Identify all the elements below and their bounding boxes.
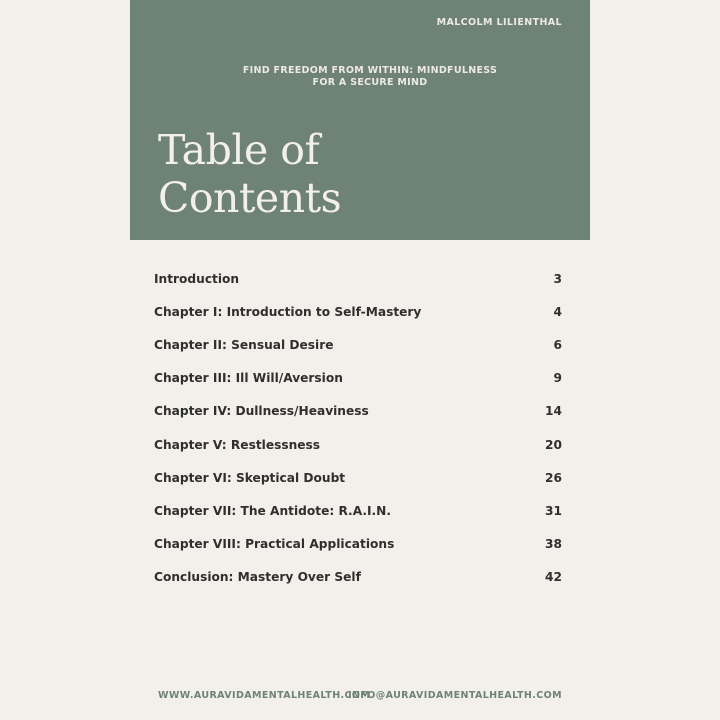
toc-entry-page: 26 <box>545 470 562 485</box>
toc-entry[interactable] <box>154 561 562 594</box>
book-subtitle: FIND FREEDOM FROM WITHIN: MINDFULNESS FOR A SECURE MIND <box>242 65 498 88</box>
toc-entry[interactable] <box>154 395 562 428</box>
toc-entry-page: 20 <box>545 437 562 452</box>
toc-entry-page: 6 <box>553 337 562 352</box>
toc-entry-title: Chapter I: Introduction to Self-Mastery <box>154 304 422 319</box>
toc-entry-page: 31 <box>545 503 562 518</box>
toc-entry[interactable] <box>154 362 562 395</box>
toc-entry-title: Chapter V: Restlessness <box>154 437 321 452</box>
toc-entry-title: Conclusion: Mastery Over Self <box>154 570 361 585</box>
email-link[interactable]: INFO@AURAVIDAMENTALHEALTH.COM <box>348 690 562 701</box>
toc-entry-page: 42 <box>545 570 562 585</box>
author-name: MALCOLM LILIENTHAL <box>436 17 562 28</box>
page-title <box>158 126 341 222</box>
toc-entry-page: 3 <box>553 271 562 286</box>
title-line-2: Contents <box>158 174 342 222</box>
toc-entry[interactable] <box>154 295 562 328</box>
toc-entry-title: Chapter III: Ill Will/Aversion <box>154 371 343 386</box>
toc-entry[interactable] <box>154 262 562 295</box>
footer <box>0 690 720 704</box>
toc-entry-page: 14 <box>545 404 562 419</box>
toc-entry-title: Chapter VIII: Practical Applications <box>154 537 395 552</box>
toc-entry[interactable] <box>154 428 562 461</box>
toc-entry-page: 9 <box>553 371 562 386</box>
toc-entry[interactable] <box>154 494 562 527</box>
website-link[interactable]: WWW.AURAVIDAMENTALHEALTH.COM <box>158 690 371 701</box>
toc-entry-title: Chapter IV: Dullness/Heaviness <box>154 404 369 419</box>
toc-entry-page: 38 <box>545 537 562 552</box>
toc-entry-page: 4 <box>553 304 562 319</box>
toc-entry-title: Chapter VII: The Antidote: R.A.I.N. <box>154 503 391 518</box>
toc-entry[interactable] <box>154 328 562 361</box>
toc-entry-title: Chapter II: Sensual Desire <box>154 337 334 352</box>
toc-entry[interactable] <box>154 461 562 494</box>
toc-list <box>154 262 562 594</box>
toc-entry[interactable] <box>154 528 562 561</box>
toc-entry-title: Introduction <box>154 271 240 286</box>
header-block <box>130 0 590 240</box>
title-line-1: Table of <box>158 126 320 174</box>
toc-entry-title: Chapter VI: Skeptical Doubt <box>154 470 346 485</box>
